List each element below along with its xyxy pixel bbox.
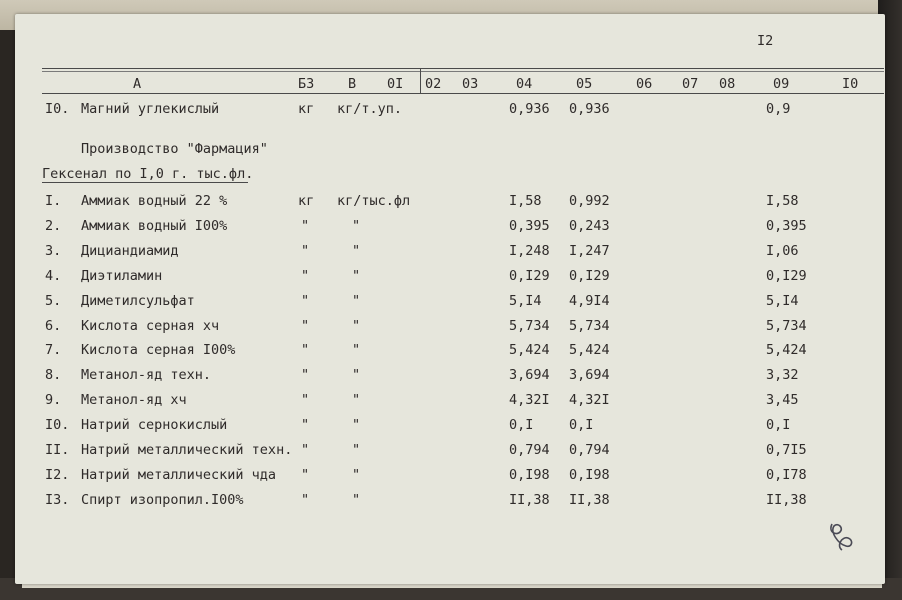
row-name: Метанол-яд хч [81,392,187,408]
header-bottom-rule [42,93,884,94]
row-value-09: 0,I78 [766,467,807,483]
row-unit: кг [298,193,315,209]
row-value-09: 5,I4 [766,293,799,309]
row-name: Дициандиамид [81,243,179,259]
row-basis: " [352,268,361,284]
row-value-09: 0,I29 [766,268,807,284]
header-top-rule [42,68,884,69]
row-basis: кг/т.уп. [337,101,403,117]
product-heading-underline [42,182,248,183]
row-number: I0. [45,101,70,117]
row-name: Кислота серная хч [81,318,220,334]
handwritten-mark [826,518,858,554]
row-basis: " [352,218,361,234]
column-header-07: 07 [682,76,699,92]
row-value-09: 5,734 [766,318,807,334]
row-number: 6. [45,318,62,334]
row-value-04: II,38 [509,492,550,508]
row-value-05: 0,992 [569,193,610,209]
row-basis: кг/тыс.фл [337,193,411,209]
row-unit: " [301,417,310,433]
column-header-02: 02 [425,76,442,92]
row-unit: " [301,367,310,383]
column-header-01: 0I [387,76,404,92]
header-divider [420,68,421,93]
row-value-04: 5,424 [509,342,550,358]
row-name: Метанол-яд техн. [81,367,212,383]
row-number: 5. [45,293,62,309]
column-header-b3: БЗ [298,76,315,92]
row-value-05: 0,794 [569,442,610,458]
row-value-05: II,38 [569,492,610,508]
row-value-05: 0,I98 [569,467,610,483]
row-number: 2. [45,218,62,234]
row-unit: " [301,442,310,458]
row-unit: " [301,342,310,358]
row-value-05: 4,9I4 [569,293,610,309]
row-basis: " [352,417,361,433]
row-number: 8. [45,367,62,383]
row-number: 4. [45,268,62,284]
row-number: 7. [45,342,62,358]
row-basis: " [352,293,361,309]
row-name: Аммиак водный 22 % [81,193,228,209]
row-number: 3. [45,243,62,259]
row-number: I2. [45,467,70,483]
row-value-09: 3,32 [766,367,799,383]
row-value-09: I,58 [766,193,799,209]
row-unit: " [301,218,310,234]
row-value-05: 0,243 [569,218,610,234]
row-value-04: 0,794 [509,442,550,458]
row-value-05: 3,694 [569,367,610,383]
row-value-05: 0,I [569,417,594,433]
row-basis: " [352,492,361,508]
row-unit: " [301,293,310,309]
row-name: Магний углекислый [81,101,220,117]
row-value-05: 5,424 [569,342,610,358]
column-header-09: 09 [773,76,790,92]
row-unit: " [301,392,310,408]
row-name: Диметилсульфат [81,293,195,309]
row-unit: " [301,243,310,259]
row-number: I3. [45,492,70,508]
column-header-05: 05 [576,76,593,92]
row-value-04: 5,I4 [509,293,542,309]
row-basis: " [352,318,361,334]
column-header-06: 06 [636,76,653,92]
row-value-04: 0,I [509,417,534,433]
row-value-04: 0,395 [509,218,550,234]
header-top-rule-2 [42,71,884,72]
column-header-04: 04 [516,76,533,92]
row-unit: " [301,467,310,483]
row-basis: " [352,467,361,483]
row-value-09: 0,9 [766,101,791,117]
column-header-v: В [348,76,357,92]
column-header-08: 08 [719,76,736,92]
row-value-09: 0,395 [766,218,807,234]
row-value-05: 0,936 [569,101,610,117]
row-basis: " [352,342,361,358]
row-value-09: II,38 [766,492,807,508]
row-value-09: 0,I [766,417,791,433]
row-unit: кг [298,101,315,117]
row-basis: " [352,442,361,458]
row-value-09: I,06 [766,243,799,259]
row-value-04: 3,694 [509,367,550,383]
row-name: Кислота серная I00% [81,342,236,358]
row-value-05: 4,32I [569,392,610,408]
page-number: I2 [757,33,774,49]
row-number: II. [45,442,70,458]
row-basis: " [352,367,361,383]
row-value-05: 0,I29 [569,268,610,284]
row-value-04: 0,I29 [509,268,550,284]
row-name: Диэтиламин [81,268,163,284]
section-title: Производство "Фармация" [81,141,268,157]
row-name: Спирт изопропил.I00% [81,492,244,508]
row-unit: " [301,318,310,334]
row-value-04: I,248 [509,243,550,259]
row-value-04: 5,734 [509,318,550,334]
row-value-09: 3,45 [766,392,799,408]
row-number: I. [45,193,62,209]
row-name: Натрий металлический техн. [81,442,293,458]
row-value-04: 4,32I [509,392,550,408]
row-value-05: 5,734 [569,318,610,334]
row-name: Аммиак водный I00% [81,218,228,234]
row-unit: " [301,268,310,284]
row-value-04: 0,I98 [509,467,550,483]
product-heading: Гексенал по I,0 г. тыс.фл. [42,166,254,182]
row-name: Натрий металлический чда [81,467,277,483]
row-basis: " [352,392,361,408]
row-number: I0. [45,417,70,433]
row-value-09: 5,424 [766,342,807,358]
row-value-05: I,247 [569,243,610,259]
row-basis: " [352,243,361,259]
row-name: Натрий сернокислый [81,417,228,433]
row-unit: " [301,492,310,508]
column-header-10: I0 [842,76,859,92]
row-value-04: 0,936 [509,101,550,117]
row-value-09: 0,7I5 [766,442,807,458]
row-value-04: I,58 [509,193,542,209]
row-number: 9. [45,392,62,408]
column-header-a: А [133,76,142,92]
column-header-03: 03 [462,76,479,92]
